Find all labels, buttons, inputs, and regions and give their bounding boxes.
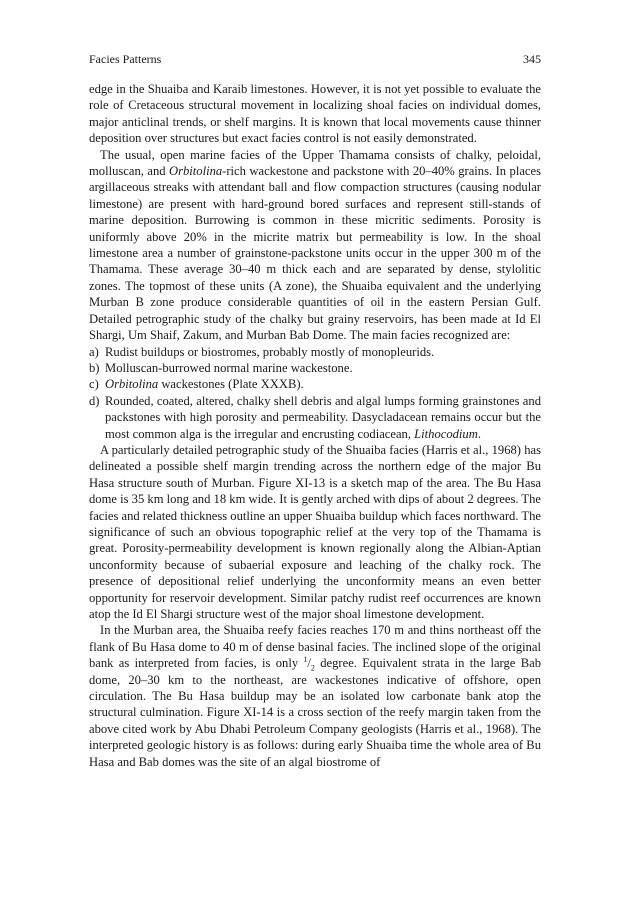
- paragraph-shuaiba-petrography: A particularly detailed petrographic study of the Shuaiba facies (Harris et al., 1968) has delineated a possible shelf margin trending across the northern edge of the major Bu Hasa structure south of Murban. Figure XI-13 is a sketch map of the area. The Bu Hasa dome is 35 km long and 18 km wide. It is gently arched with dips of about 2 degrees. The facies and related thickness outline an upper Shuaiba buildup which faces northward. The significance of such an obvious topographic relief at the very top of the Thamama is great. Porosity-permeability development is known regionally along the Albian-Aptian unconformity because of subaerial exposure and leaching of the chalky rock. The presence of depositional relief underlying the unconformity means an even better opportunity for reservoir development. Similar patchy rudist reef occurrences are known atop the Id El Shargi structure west of the major shoal limestone development.: [89, 442, 542, 621]
- paragraph-open-marine-facies-part-a: The usual, open marine facies of the Upper Thamama consists of chalky, peloidal, molluscan, and: [89, 147, 541, 179]
- page: [89, 52, 541, 770]
- fraction-slash: /: [307, 656, 311, 671]
- paragraph-open-marine-facies-part-b: -rich wackestone and packstone with 20–40% grains. In places argillaceous streaks with attendant ball and flow compaction structures (causing nodular limestone) are present with hard-ground bored surfaces and represent still-stands of marine deposition. Burrowing is common in these micritic sediments. Porosity is uniformly above 20% in the micrite matrix but permeability is low. In the shoal limestone area a number of grainstone-packstone units occur in the upper 300 m of the Thamama. These average 30–40 m thick each and are separated by dense, stylolitic zones. The topmost of these units (A zone), the Shuaiba equivalent and the underlying Murban B zone produce considerable quantities of oil in the eastern Persian Gulf. Detailed petrographic study of the chalky but grainy reservoirs, has been made at Id El Shargi, Um Shaif, Zakum, and Murban Bab Dome. The main facies recognized are:: [89, 164, 541, 343]
- paragraph-murban-area: [89, 622, 541, 770]
- list-text-a: Rudist buildups or biostromes, probably mostly of monopleurids.: [105, 344, 435, 359]
- list-text-c-rest: wackestones (Plate XXXB).: [158, 377, 304, 392]
- running-head: [89, 52, 541, 66]
- lithocodium-term: Lithocodium: [414, 426, 478, 441]
- orbitolina-term: Orbitolina: [168, 164, 223, 179]
- fraction-numerator: 1: [303, 655, 308, 665]
- list-item-c: [89, 376, 541, 392]
- list-text-d-end: .: [477, 426, 481, 441]
- list-text-c: [105, 376, 541, 392]
- paragraph-murban-area-part-a: In the Murban area, the Shuaiba reefy facies reaches 170 m and thins northeast off the flank of Bu Hasa dome to 40 m of dense basinal facies. The inclined slope of the original bank as interpreted from facies, is only: [89, 623, 541, 671]
- list-text-b: Molluscan-burrowed normal marine wackestone.: [105, 360, 353, 375]
- list-text-d: [105, 393, 541, 442]
- list-label-b: b): [89, 360, 100, 375]
- list-item-d: [89, 393, 541, 442]
- fraction-denominator: 2: [310, 663, 315, 673]
- paragraph-continued: edge in the Shuaiba and Karaib limestones. However, it is not yet possible to evaluate the role of Cretaceous structural movement in localizing shoal facies on individual domes, major anticlinal trends, or shelf margins. It is known that local movements cause thinner deposition over structures but exact facies control is not easily demonstrated.: [89, 82, 541, 146]
- list-text-c-italic: Orbitolina: [105, 377, 159, 392]
- running-head-title: Facies Patterns: [89, 52, 162, 66]
- list-label-a: a): [89, 344, 99, 359]
- paragraph-open-marine-facies: [89, 147, 541, 344]
- list-item-a: [89, 344, 541, 360]
- list-item-b: [89, 360, 541, 376]
- list-text-d-main: Rounded, coated, altered, chalky shell debris and algal lumps forming grainstones and packstones with high porosity and permeability. Dasycladacean remains occur but the most common alga is the irregular and encrusting codiacean,: [105, 393, 541, 441]
- paragraph-murban-area-part-b: degree. Equivalent strata in the large Bab dome, 20–30 km to the northeast, are wackestones indicative of offshore, open circulation. The Bu Hasa buildup may be an isolated low carbonate bank atop the structural culmination. Figure XI-14 is a cross section of the reefy margin taken from the above cited work by Abu Dhabi Petroleum Company geologists (Harris et al., 1968). The interpreted geologic history is as follows: during early Shuaiba time the whole area of Bu Hasa and Bab domes was the site of an algal biostrome of: [89, 656, 541, 769]
- body-text: [89, 81, 541, 770]
- list-label-c: c): [89, 377, 99, 392]
- page-number: 345: [523, 52, 541, 66]
- list-label-d: d): [89, 393, 100, 408]
